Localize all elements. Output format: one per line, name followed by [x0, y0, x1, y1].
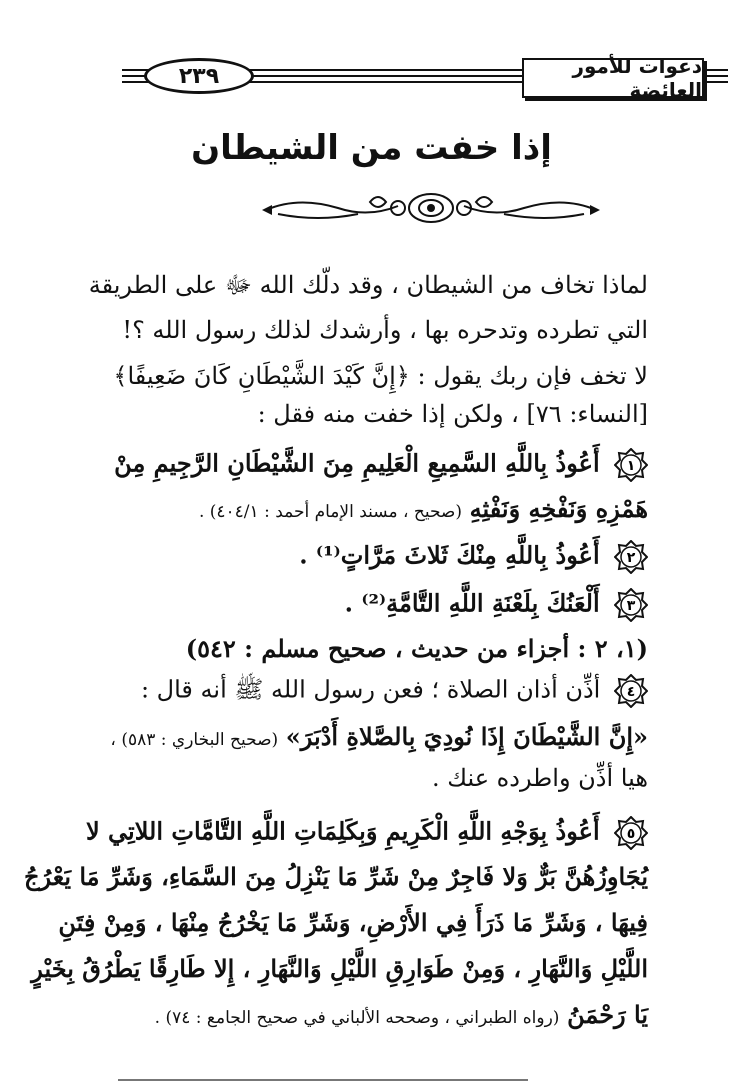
- page-number: ٢٣٩: [144, 58, 254, 94]
- bottom-rule: [118, 1079, 528, 1081]
- dua-item-1: [32, 448, 648, 482]
- number-badge-icon: [614, 674, 648, 708]
- dua-item-4: [32, 674, 648, 710]
- book-title: دعوات للأمور العائضة: [522, 58, 704, 98]
- item-1-text: أَعُوذُ بِاللَّهِ السَّمِيعِ الْعَلِيمِ مِنَ الشَّيْطَانِ الرَّجِيمِ مِنْ: [114, 448, 600, 478]
- intro-line-2: التي تطرده وتدحره بها ، وأرشدك لذلك رسول الله ؟!: [122, 316, 648, 344]
- item-5-line-2: يُجَاوِزُهُنَّ بَرٌّ وَلا فَاجِرٌ مِنْ شَرِّ مَا يَنْزِلُ مِنَ السَّمَاءِ، وَشَرِّ مَا يَعْرُجُ: [24, 862, 648, 891]
- intro-line-4: [النساء: ٧٦] ، ولكن إذا خفت منه فقل :: [257, 400, 648, 428]
- item-5-line-3: فِيهَا ، وَشَرِّ مَا ذَرَأَ فِي الأَرْضِ، وَشَرِّ مَا يَخْرُجُ مِنْهَا ، وَمِنْ فِتَنِ: [58, 908, 648, 937]
- item-4-line-3: هيا أذِّن واطرده عنك .: [432, 764, 648, 792]
- item-1-reference: (صحيح ، مسند الإمام أحمد : ٤٠٤/١) .: [198, 502, 462, 522]
- number-badge-icon: [614, 816, 648, 850]
- item-4-text: أذِّن أذان الصلاة ؛ فعن رسول الله ﷺ أنه قال :: [140, 675, 601, 704]
- item-1-number: ١: [626, 458, 636, 474]
- dua-item-2: [32, 540, 648, 574]
- number-badge-icon: [614, 540, 648, 574]
- item-1-line-2: [32, 494, 648, 523]
- ornament-divider: [258, 188, 604, 228]
- item-5-text-end: يَا رَحْمَنُ: [567, 1000, 648, 1029]
- item-4-reference: (صحيح البخاري : ٥٨٣) ،: [110, 730, 279, 750]
- number-badge-icon: [614, 588, 648, 622]
- item-5-reference: (رواه الطبراني ، وصححه الألباني في صحيح الجامع : ٧٤) .: [154, 1008, 560, 1028]
- item-4-number: ٤: [626, 684, 636, 700]
- dua-item-5: [32, 816, 648, 850]
- item-3-text: أَلْعَنُكَ بِلَعْنَةِ اللَّهِ التَّامَّةِ⁽²⁾ .: [344, 588, 600, 618]
- dua-item-3: [32, 588, 648, 622]
- item-2-text: أَعُوذُ بِاللَّهِ مِنْكَ ثَلاثَ مَرَّاتٍ⁽¹⁾ .: [299, 540, 600, 570]
- item-2-number: ٢: [626, 550, 636, 566]
- item-5-line-5: [32, 1000, 648, 1029]
- item-5-number: ٥: [626, 826, 636, 842]
- footnote: (١، ٢ : أجزاء من حديث ، صحيح مسلم : ٥٤٢): [185, 634, 648, 663]
- number-badge-icon: [614, 448, 648, 482]
- page-header: [122, 54, 728, 102]
- intro-line-1: لماذا تخاف من الشيطان ، وقد دلّك الله ﷻ على الطريقة: [88, 271, 648, 299]
- item-1-text-cont: هَمْزِهِ وَنَفْخِهِ وَنَفْثِهِ: [469, 494, 648, 523]
- hadith-quote: «إِنَّ الشَّيْطَانَ إِذَا نُودِيَ بِالصَّلاةِ أَدْبَرَ»: [285, 722, 648, 751]
- section-title: إذا خفت من الشيطان: [191, 128, 552, 168]
- intro-line-3: لا تخف فإن ربك يقول : ﴿إِنَّ كَيْدَ الشَّيْطَانِ كَانَ ضَعِيفًا﴾: [113, 362, 648, 390]
- item-3-number: ٣: [626, 598, 636, 614]
- item-5-text: أَعُوذُ بِوَجْهِ اللَّهِ الْكَرِيمِ وَبِكَلِمَاتِ اللَّهِ التَّامَّاتِ اللاتِي لا: [86, 816, 600, 846]
- item-4-line-2: [32, 722, 648, 751]
- item-5-line-4: اللَّيْلِ وَالنَّهَارِ ، وَمِنْ طَوَارِقِ اللَّيْلِ وَالنَّهَارِ ، إِلا طَارِقًا يَطْرُقُ بِخَيْرٍ: [31, 954, 648, 983]
